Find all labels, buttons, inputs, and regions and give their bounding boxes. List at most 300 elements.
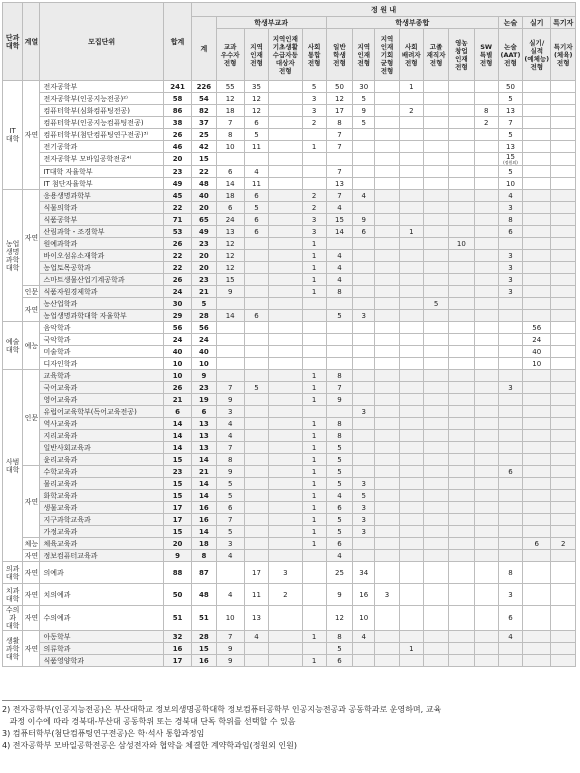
quota-value [551,129,576,141]
quota-value [449,406,474,418]
total-value: 53 [163,226,191,238]
quota-value [244,526,268,538]
unit-name: 치의예과 [40,584,163,606]
quota-value [375,418,399,430]
quota-value: 1 [302,514,326,526]
quota-value [269,334,302,346]
quota-value [269,346,302,358]
quota-value [399,606,423,631]
quota-value: 1 [302,454,326,466]
quota-value: 34 [353,562,375,584]
quota-value: 6 [244,190,268,202]
quota-value [269,238,302,250]
quota-value [302,406,326,418]
quota-value: 11 [244,178,268,190]
quota-value [423,584,448,606]
quota-value [523,394,551,406]
quota-value [216,322,244,334]
quota-value: 10 [353,606,375,631]
table-row [3,606,576,631]
quota-value: 4 [216,430,244,442]
table-row [3,418,576,430]
quota-value: 55 [216,81,244,93]
quota-value: 1 [302,238,326,250]
quota-value [474,631,498,643]
quota-value: 3 [302,93,326,105]
quota-value: 6 [498,226,522,238]
table-row [3,430,576,442]
quota-value [498,358,522,370]
quota-value [449,166,474,178]
total-value: 46 [163,141,191,153]
header-special-talent: 특기자 [551,17,576,29]
subtotal-value: 21 [192,286,216,298]
table-row [3,584,576,606]
total-value: 23 [163,166,191,178]
quota-value [399,286,423,298]
quota-value [244,153,268,166]
quota-value [423,550,448,562]
table-row [3,322,576,334]
quota-value [523,490,551,502]
subtotal-value: 14 [192,490,216,502]
total-value: 17 [163,502,191,514]
header-col-6: 지역 인재 기회 균형 전형 [375,29,399,81]
total-value: 241 [163,81,191,93]
quota-value: 5 [326,514,352,526]
quota-value [551,81,576,93]
table-row [3,178,576,190]
quota-value [423,631,448,643]
quota-value [523,153,551,166]
quota-value [474,584,498,606]
total-value: 6 [163,406,191,418]
unit-name: 전자공학부 모바일공학전공⁴⁾ [40,153,163,166]
outside-quota-note: (정원외) [503,160,518,165]
quota-value: 1 [302,141,326,153]
quota-value: 5 [353,117,375,129]
quota-value [551,382,576,394]
quota-value: 1 [302,442,326,454]
quota-value: 10 [449,238,474,250]
quota-value [498,394,522,406]
unit-name: 식품공학부 [40,214,163,226]
quota-value [375,153,399,166]
quota-value [498,430,522,442]
quota-value: 6 [326,502,352,514]
quota-value [269,274,302,286]
quota-value [423,286,448,298]
quota-value [551,238,576,250]
unit-name: 전자공학부(인공지능전공)²⁾ [40,93,163,105]
subtotal-value: 54 [192,93,216,105]
quota-value [302,643,326,655]
quota-value [216,562,244,584]
quota-value [449,250,474,262]
quota-value [551,430,576,442]
quota-value: 1 [302,478,326,490]
quota-value: 3 [498,382,522,394]
quota-value [551,478,576,490]
quota-value [353,141,375,153]
quota-value [269,478,302,490]
quota-value [449,262,474,274]
quota-value [449,346,474,358]
total-value: 14 [163,442,191,454]
quota-value [375,286,399,298]
quota-value [326,346,352,358]
header-col-5: 지역 인재 전형 [353,29,375,81]
quota-value [551,105,576,117]
header-track: 계열 [23,3,40,81]
quota-value [449,643,474,655]
unit-name: 의류학과 [40,643,163,655]
total-value: 51 [163,606,191,631]
quota-value [302,153,326,166]
subtotal-value: 226 [192,81,216,93]
quota-value [269,606,302,631]
quota-value [326,406,352,418]
quota-value: 8 [498,562,522,584]
quota-value [551,406,576,418]
quota-value [375,334,399,346]
total-value: 56 [163,322,191,334]
quota-value [244,358,268,370]
quota-value [399,346,423,358]
table-row [3,358,576,370]
quota-value [375,655,399,667]
table-row [3,117,576,129]
quota-value: 5 [498,93,522,105]
quota-value [449,490,474,502]
quota-value [498,526,522,538]
quota-value: 5 [326,478,352,490]
quota-value: 3 [353,310,375,322]
quota-value [399,382,423,394]
subtotal-value: 16 [192,655,216,667]
total-value: 49 [163,178,191,190]
header-col-0: 교과 우수자 전형 [216,29,244,81]
header-col-12: 실기/ 실적 (예체능) 전형 [523,29,551,81]
quota-value: 4 [326,274,352,286]
quota-value [449,178,474,190]
total-value: 9 [163,550,191,562]
quota-value [375,631,399,643]
quota-value: 18 [216,105,244,117]
admission-quota-table [2,2,576,667]
unit-name: 스마트생물산업기계공학과 [40,274,163,286]
quota-value [498,490,522,502]
quota-value: 3 [216,406,244,418]
quota-value [423,502,448,514]
quota-value: 2 [269,584,302,606]
quota-value: 5 [244,129,268,141]
quota-value [523,430,551,442]
quota-value: 8 [326,631,352,643]
quota-value [449,631,474,643]
unit-name: 컴퓨터학부(심화컴퓨팅전공) [40,105,163,117]
quota-value [302,562,326,584]
subtotal-value: 21 [192,466,216,478]
quota-value [498,454,522,466]
header-essay: 논술 [498,17,522,29]
quota-value [523,141,551,153]
subtotal-value: 25 [192,129,216,141]
unit-name: 식물의학과 [40,202,163,214]
quota-value [449,394,474,406]
quota-value: 3 [216,538,244,550]
quota-value [423,214,448,226]
quota-value [423,166,448,178]
quota-value [375,117,399,129]
track-cell: 인문 [23,370,40,466]
quota-value [353,262,375,274]
quota-value: 13 [498,105,522,117]
quota-value [449,322,474,334]
quota-value [302,166,326,178]
total-value: 26 [163,274,191,286]
header-col-4: 일반 학생 전형 [326,29,352,81]
quota-value [353,550,375,562]
table-row [3,262,576,274]
quota-value [302,178,326,190]
quota-value: 1 [399,643,423,655]
quota-value [423,454,448,466]
quota-value [244,514,268,526]
quota-value [474,214,498,226]
quota-value [474,322,498,334]
quota-value [498,238,522,250]
unit-name: 원예과학과 [40,238,163,250]
quota-value: 3 [498,250,522,262]
quota-value: 8 [326,117,352,129]
quota-value: 12 [216,250,244,262]
subtotal-value: 14 [192,526,216,538]
quota-value [244,298,268,310]
quota-value [423,370,448,382]
quota-value [244,643,268,655]
quota-value: 8 [326,430,352,442]
quota-value [423,190,448,202]
quota-value [474,346,498,358]
quota-value [423,346,448,358]
subtotal-value: 5 [192,298,216,310]
quota-value [498,418,522,430]
quota-value: 15 [326,214,352,226]
quota-value [423,394,448,406]
quota-value [375,81,399,93]
quota-value: 1 [399,81,423,93]
quota-value [399,526,423,538]
header-student-record-comprehensive: 학생부종합 [326,17,498,29]
quota-value [551,141,576,153]
total-value: 22 [163,202,191,214]
unit-name: 국어교육과 [40,382,163,394]
quota-value: 2 [399,105,423,117]
quota-value [353,394,375,406]
quota-value: 9 [216,394,244,406]
quota-value: 5 [216,490,244,502]
quota-value [269,394,302,406]
unit-name: 농업생명과학대학 자율학부 [40,310,163,322]
quota-value: 3 [302,226,326,238]
quota-value [498,655,522,667]
quota-value: 2 [302,190,326,202]
header-in-quota: 정 원 내 [192,3,576,17]
quota-value [375,141,399,153]
unit-name: 지구과학교육과 [40,514,163,526]
quota-value: 12 [216,93,244,105]
header-col-1: 지역 인재 전형 [244,29,268,81]
quota-value [244,274,268,286]
quota-value: 11 [244,141,268,153]
total-value: 20 [163,538,191,550]
total-value: 38 [163,117,191,129]
unit-name: 역사교육과 [40,418,163,430]
quota-value [375,394,399,406]
quota-value [269,250,302,262]
quota-value [399,141,423,153]
quota-value [449,105,474,117]
unit-name: 컴퓨터학부(인공지능컴퓨팅전공) [40,117,163,129]
unit-name: 수학교육과 [40,466,163,478]
quota-value [326,334,352,346]
quota-value [353,286,375,298]
quota-value [523,382,551,394]
quota-value [326,238,352,250]
quota-value: 4 [216,550,244,562]
quota-value [269,631,302,643]
quota-value [474,129,498,141]
quota-value: 4 [326,250,352,262]
quota-value [498,346,522,358]
quota-value [449,310,474,322]
quota-value [449,655,474,667]
quota-value: 2 [302,202,326,214]
quota-value: 6 [523,538,551,550]
subtotal-value: 49 [192,226,216,238]
quota-value: 1 [302,370,326,382]
header-col-8: 고졸 재직자 전형 [423,29,448,81]
quota-value [474,382,498,394]
quota-value: 1 [302,250,326,262]
quota-value: 5 [423,298,448,310]
quota-value [423,322,448,334]
total-value: 10 [163,370,191,382]
quota-value [551,93,576,105]
table-row [3,394,576,406]
quota-value: 5 [326,454,352,466]
quota-value [449,430,474,442]
quota-value [449,550,474,562]
quota-value [244,502,268,514]
quota-value [523,81,551,93]
quota-value [375,406,399,418]
quota-value [269,643,302,655]
quota-value: 1 [302,382,326,394]
header-col-11: 논술 (AAT) 전형 [498,29,522,81]
quota-value [269,286,302,298]
quota-value [269,129,302,141]
total-value: 24 [163,286,191,298]
quota-value: 5 [498,129,522,141]
unit-name: 국악학과 [40,334,163,346]
total-value: 29 [163,310,191,322]
table-row [3,141,576,153]
quota-value [375,129,399,141]
quota-value: 12 [216,238,244,250]
quota-value [423,643,448,655]
header-col-7: 사회 배려자 전형 [399,29,423,81]
total-value: 22 [163,262,191,274]
quota-value [551,502,576,514]
quota-value: 7 [216,631,244,643]
quota-value: 9 [353,105,375,117]
quota-value [302,334,326,346]
quota-value [375,262,399,274]
header-total: 합계 [163,3,191,81]
quota-value [353,655,375,667]
quota-value: 30 [353,81,375,93]
quota-value [551,606,576,631]
quota-value [449,93,474,105]
quota-value [474,262,498,274]
quota-value [326,322,352,334]
quota-value: 10 [216,606,244,631]
track-cell: 자연 [23,562,40,584]
quota-value: 7 [216,514,244,526]
table-row [3,129,576,141]
table-row [3,202,576,214]
quota-value [449,454,474,466]
quota-value [551,442,576,454]
quota-value [375,358,399,370]
quota-value [353,358,375,370]
quota-value [353,178,375,190]
quota-value [449,334,474,346]
quota-value [523,606,551,631]
quota-value [551,562,576,584]
quota-value [551,310,576,322]
subtotal-value: 65 [192,214,216,226]
quota-value [474,226,498,238]
quota-value [551,358,576,370]
quota-value [498,310,522,322]
admission-quota-table-wrapper [2,2,576,667]
quota-value [353,454,375,466]
quota-value [498,334,522,346]
quota-value [449,514,474,526]
subtotal-value: 14 [192,478,216,490]
quota-value [474,250,498,262]
quota-value [551,226,576,238]
header-practical: 실기 [523,17,551,29]
unit-name: 식품영양학과 [40,655,163,667]
track-cell: 체능 [24,539,39,548]
quota-value: 12 [244,93,268,105]
quota-value [399,117,423,129]
quota-value [449,538,474,550]
subtotal-value: 8 [192,550,216,562]
quota-value: 9 [216,286,244,298]
quota-value [551,550,576,562]
quota-value [551,322,576,334]
quota-value [269,442,302,454]
quota-value [474,141,498,153]
subtotal-value: 22 [192,166,216,178]
quota-value [399,370,423,382]
quota-value [551,466,576,478]
